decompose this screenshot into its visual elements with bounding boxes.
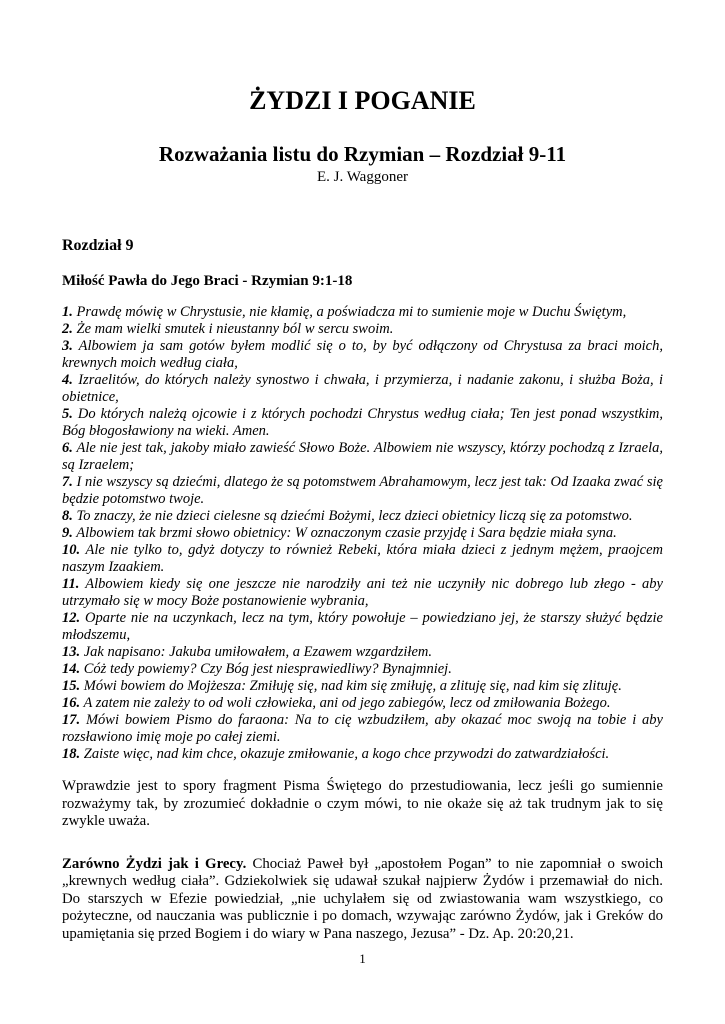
verse-text: Że mam wielki smutek i nieustanny ból w sercu swoim. [72, 321, 394, 337]
document-subtitle: Rozważania listu do Rzymian – Rozdział 9-11 [158, 142, 567, 166]
chapter-heading: Rozdział 9 [62, 237, 134, 254]
verse [62, 508, 663, 525]
verse-number: 6. [62, 440, 73, 456]
verse-text: Ale nie jest tak, jakoby miało zawieść Słowo Boże. Albowiem nie wszyscy, którzy pochodzą z Izraela, są Izraelem; [62, 440, 663, 473]
verse-number: 5. [62, 406, 73, 422]
verse [62, 474, 663, 508]
verse-number: 12. [62, 610, 81, 626]
verse-number: 15. [62, 678, 81, 694]
verse-number: 2. [62, 321, 73, 337]
verse-number: 8. [62, 508, 73, 524]
commentary-paragraph [62, 778, 663, 831]
verse-text: Albowiem tak brzmi słowo obietnicy: W oznaczonym czasie przyjdę i Sara będzie miała syna. [72, 525, 617, 541]
verse-text: Oparte nie na uczynkach, lecz na tym, który powołuje – powiedziano jej, że starszy służyć będzie młodszemu, [62, 610, 663, 643]
verse-text: Jak napisano: Jakuba umiłowałem, a Ezawem wzgardziłem. [80, 644, 432, 660]
paragraph-text: Wprawdzie jest to spory fragment Pisma Świętego do przestudiowania, lecz jeśli go sumiennie rozważymy tak, by zrozumieć dokładnie o czym mówi, to nie okaże się aż tak trudnym jak to się zwykle uważa. [62, 778, 663, 829]
verse-text: Albowiem ja sam gotów byłem modlić się o to, by być odłączony od Chrystusa za braci moich, krewnych moich według ciała, [62, 338, 663, 371]
verse-number: 9. [62, 525, 73, 541]
verse-number: 18. [62, 746, 81, 762]
document-author: E. J. Waggoner [317, 169, 408, 185]
commentary-paragraph [62, 856, 663, 944]
verse [62, 695, 663, 712]
verse [62, 678, 663, 695]
verse [62, 712, 663, 746]
verse [62, 406, 663, 440]
verse-number: 10. [62, 542, 81, 558]
verse-number: 3. [62, 338, 73, 354]
verse-number: 1. [62, 304, 73, 320]
verse [62, 746, 663, 763]
verse [62, 542, 663, 576]
verse-text: To znaczy, że nie dzieci cielesne są dziećmi Bożymi, lecz dzieci obietnicy liczą się za potomstwo. [72, 508, 633, 524]
verse-number: 11. [62, 576, 80, 592]
verse-number: 7. [62, 474, 73, 490]
paragraph-text: Chociaż Paweł był „apostołem Pogan” to nie zapomniał o swoich „krewnych według ciała”. Gdziekolwiek się udawał szukał najpierw Żydów i przemawiał do nich. Do starszych w Efezie powiedział, „nie uchylałem się od zwiastowania wam wszystkiego, co pożyteczne, od nauczania was publicznie i po domach, wzywając zarówno Żydów, jak i Greków do upamiętania się przed Bogiem i do wiary w Pana naszego, Jezusa” - Dz. Ap. 20:20,21. [62, 855, 663, 942]
verse-text: I nie wszyscy są dziećmi, dlatego że są potomstwem Abrahamowym, lecz jest tak: Od Izaaka zwać się będzie potomstwo twoje. [62, 474, 663, 507]
paragraph-lead: Zarówno Żydzi jak i Grecy. [62, 855, 253, 872]
verse [62, 576, 663, 610]
document-title: ŻYDZI I POGANIE [249, 86, 476, 115]
verse [62, 610, 663, 644]
verse [62, 644, 663, 661]
verse [62, 304, 663, 321]
verse-text: Ale nie tylko to, gdyż dotyczy to również Rebeki, która miała dzieci z jednym mężem, praojcem naszym Izaakiem. [62, 542, 663, 575]
verse-text: Albowiem kiedy się one jeszcze nie narodziły ani też nie uczyniły nic dobrego lub złego - aby utrzymało się w mocy Boże postanowienie wybrania, [62, 576, 663, 609]
verse-number: 16. [62, 695, 81, 711]
verse-text: Cóż tedy powiemy? Czy Bóg jest niesprawiedliwy? Bynajmniej. [80, 661, 452, 677]
verse-number: 4. [62, 372, 73, 388]
verse-text: Izraelitów, do których należy synostwo i chwała, i przymierza, i nadanie zakonu, i służba Boża, i obietnice, [62, 372, 663, 405]
verse-text: Do których należą ojcowie i z których pochodzi Chrystus według ciała; Ten jest ponad wszystkim, Bóg błogosławiony na wieki. Amen. [62, 406, 663, 439]
verse [62, 338, 663, 372]
page-number: 1 [359, 951, 366, 966]
verse-text: Mówi bowiem do Mojżesza: Zmiłuję się, nad kim się zmiłuję, a zlituję się, nad kim się zlituję. [80, 678, 622, 694]
verse-text: Prawdę mówię w Chrystusie, nie kłamię, a poświadcza mi to sumienie moje w Duchu Świętym, [72, 304, 627, 320]
paragraph-list [62, 778, 663, 943]
verse [62, 525, 663, 542]
verse [62, 321, 663, 338]
verse [62, 440, 663, 474]
verse-list [62, 304, 663, 763]
verse-number: 13. [62, 644, 81, 660]
verse-text: Zaiste więc, nad kim chce, okazuje zmiłowanie, a kogo chce przywodzi do zatwardziałości. [80, 746, 610, 762]
verse-text: Mówi bowiem Pismo do faraona: Na to cię wzbudziłem, aby okazać moc swoją na tobie i aby rozsławiono imię moje po całej ziemi. [62, 712, 663, 745]
verse-number: 14. [62, 661, 81, 677]
passage-heading: Miłość Pawła do Jego Braci - Rzymian 9:1-18 [62, 273, 353, 289]
verse-text: A zatem nie zależy to od woli człowieka, ani od jego zabiegów, lecz od zmiłowania Bożego. [80, 695, 611, 711]
verse-number: 17. [62, 712, 81, 728]
verse [62, 372, 663, 406]
verse [62, 661, 663, 678]
